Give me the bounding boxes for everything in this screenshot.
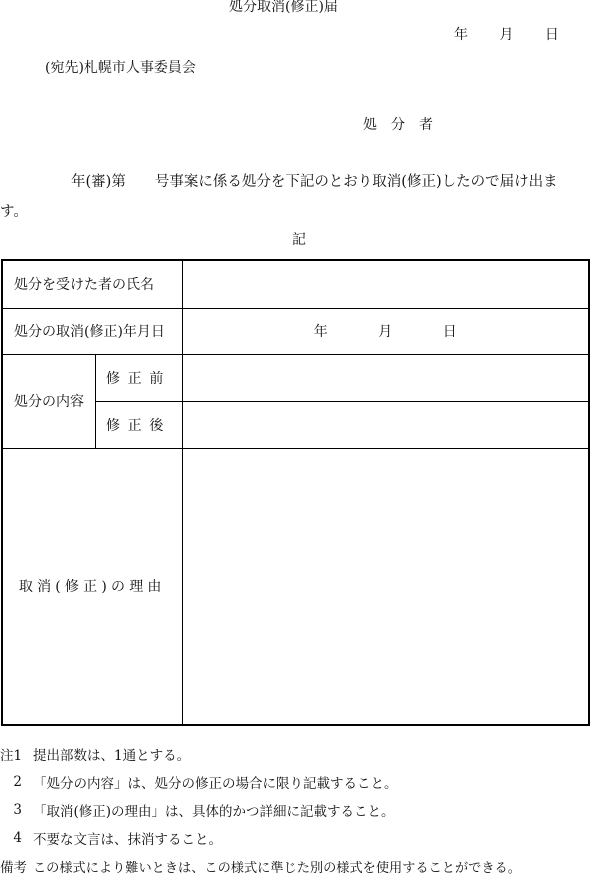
date-year-label: 年: [454, 27, 468, 43]
note-item: [0, 824, 592, 852]
note-item: [0, 740, 592, 768]
reason-row: [2, 448, 589, 725]
disposition-content-label: 処分の内容: [2, 354, 95, 448]
note-item: [0, 768, 592, 796]
after-revision-label: 修正後: [95, 401, 182, 448]
remarks-label: 備考: [0, 860, 27, 876]
name-row: [2, 260, 589, 308]
note-number: 3: [13, 802, 22, 818]
revision-date-field[interactable]: [182, 308, 589, 354]
date-row: [2, 308, 589, 354]
name-field[interactable]: [182, 260, 589, 308]
after-revision-field[interactable]: [182, 401, 589, 448]
before-revision-field[interactable]: [182, 354, 589, 401]
date-day-label: 日: [544, 27, 559, 43]
notes-section: [0, 740, 592, 880]
note-text: 「取消(修正)の理由」は、具体的かつ詳細に記載すること。: [33, 804, 395, 820]
note-item: [0, 796, 592, 824]
body-text-line-1: 年(審)第 号事案に係る処分を下記のとおり取消(修正)したので届け出ま: [71, 174, 558, 190]
reason-label: 取消(修正)の理由: [2, 448, 182, 725]
submission-date-line: [454, 28, 559, 42]
revision-date-label: 処分の取消(修正)年月日: [2, 308, 182, 354]
note-text: 不要な文言は、抹消すること。: [33, 832, 222, 848]
note-text: 提出部数は、1通とする。: [33, 748, 191, 764]
note-text: 「処分の内容」は、処分の修正の場合に限り記載すること。: [33, 776, 398, 792]
note-number: 4: [13, 830, 22, 846]
before-row: [2, 354, 589, 401]
revision-date-day: 日: [442, 324, 457, 340]
note-number: 2: [13, 774, 22, 790]
remarks-text: この様式により難いときは、この様式に準じた別の様式を使用することができる。: [33, 860, 521, 876]
name-label: 処分を受けた者の氏名: [2, 260, 182, 308]
form-table: [1, 259, 590, 726]
document-title: 処分取消(修正)届: [229, 0, 338, 15]
reason-field[interactable]: [182, 448, 589, 725]
date-month-label: 月: [499, 27, 514, 43]
revision-date-month: 月: [378, 324, 393, 340]
record-heading: 記: [292, 232, 306, 248]
revision-date-year: 年: [313, 324, 328, 340]
before-revision-label: 修正前: [95, 354, 182, 401]
note-number: 注1: [0, 748, 23, 764]
addressee: (宛先)札幌市人事委員会: [45, 60, 196, 76]
body-text-line-2: す。: [0, 204, 28, 220]
issuer-label: 処 分 者: [363, 117, 433, 133]
